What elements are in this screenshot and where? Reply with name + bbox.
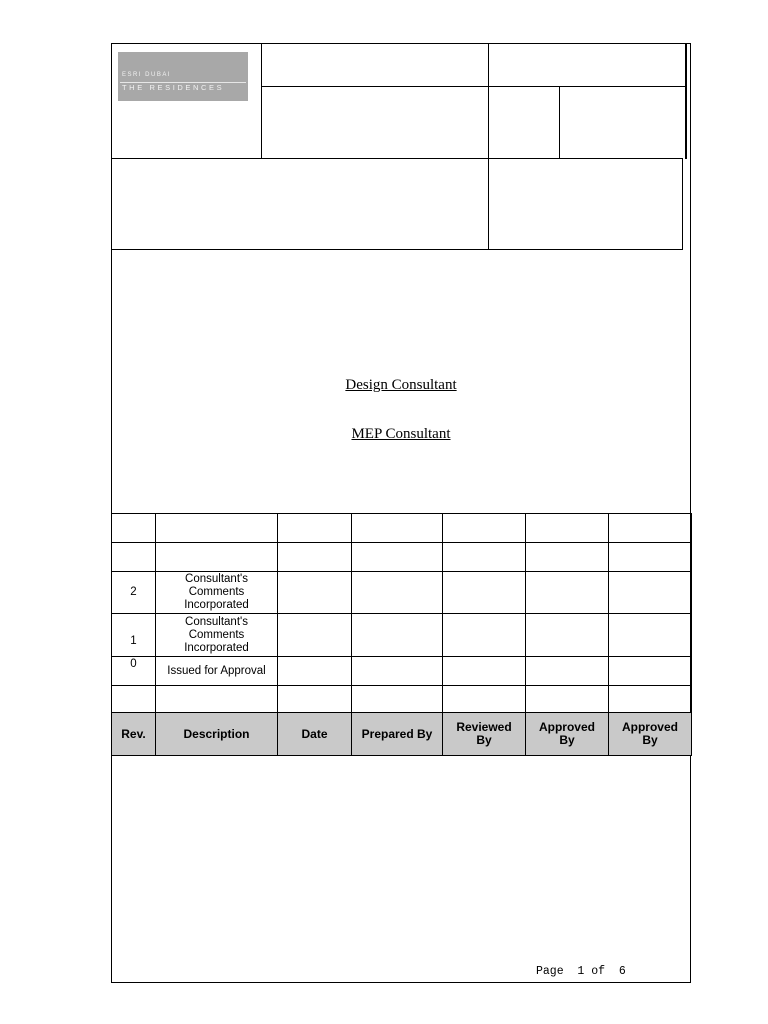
approved-by-cell — [526, 686, 609, 713]
prepared-by-cell — [352, 686, 443, 713]
table-row — [112, 657, 692, 686]
header-rev: Rev. — [112, 713, 156, 756]
date-cell — [278, 514, 352, 543]
prepared-by-cell — [352, 657, 443, 686]
rev-cell — [112, 686, 156, 713]
table-header-row — [112, 713, 692, 756]
approved-by-cell — [526, 514, 609, 543]
reviewed-by-cell — [443, 657, 526, 686]
logo-bottom-text: THE RESIDENCES — [122, 83, 225, 92]
rev-cell — [112, 543, 156, 572]
date-cell — [278, 614, 352, 657]
date-cell — [278, 572, 352, 614]
reviewed-by-cell — [443, 686, 526, 713]
header-date: Date — [278, 713, 352, 756]
approved-by-cell — [526, 614, 609, 657]
design-consultant-heading: Design Consultant — [345, 377, 457, 393]
date-cell — [278, 686, 352, 713]
company-logo — [118, 52, 248, 101]
approved-by-cell — [609, 686, 692, 713]
approved-by-cell — [609, 657, 692, 686]
description-cell — [156, 543, 278, 572]
prepared-by-cell — [352, 614, 443, 657]
description-cell: Consultant's Comments Incorporated — [156, 614, 278, 657]
table-row — [112, 686, 692, 713]
rev-cell: 0 — [112, 657, 156, 686]
description-cell — [156, 514, 278, 543]
logo-top-text: ESRI DUBAI — [122, 72, 172, 78]
prepared-by-cell — [352, 572, 443, 614]
approved-by-cell — [526, 543, 609, 572]
approved-by-cell — [609, 543, 692, 572]
approved-by-cell — [609, 614, 692, 657]
date-cell — [278, 657, 352, 686]
description-cell — [156, 686, 278, 713]
reviewed-by-cell — [443, 572, 526, 614]
description-cell: Issued for Approval — [156, 657, 278, 686]
rev-cell — [112, 514, 156, 543]
revision-table — [111, 513, 692, 756]
table-row — [112, 543, 692, 572]
table-row — [112, 572, 692, 614]
reviewed-by-cell — [443, 543, 526, 572]
approved-by-cell — [526, 572, 609, 614]
page-number: Page 1 of 6 — [536, 965, 626, 978]
prepared-by-cell — [352, 514, 443, 543]
description-cell: Consultant's Comments Incorporated — [156, 572, 278, 614]
approved-by-cell — [609, 572, 692, 614]
approved-by-cell — [526, 657, 609, 686]
rev-cell: 2 — [112, 572, 156, 614]
prepared-by-cell — [352, 543, 443, 572]
approved-by-cell — [609, 514, 692, 543]
header-approved-by: Approved By — [526, 713, 609, 756]
reviewed-by-cell — [443, 514, 526, 543]
header-reviewed-by: Reviewed By — [443, 713, 526, 756]
header-description: Description — [156, 713, 278, 756]
table-row — [112, 614, 692, 657]
rev-cell: 1 — [112, 614, 156, 657]
header-prepared-by: Prepared By — [352, 713, 443, 756]
table-row — [112, 514, 692, 543]
reviewed-by-cell — [443, 614, 526, 657]
header-approved-by: Approved By — [609, 713, 692, 756]
date-cell — [278, 543, 352, 572]
mep-consultant-heading: MEP Consultant — [351, 426, 451, 442]
